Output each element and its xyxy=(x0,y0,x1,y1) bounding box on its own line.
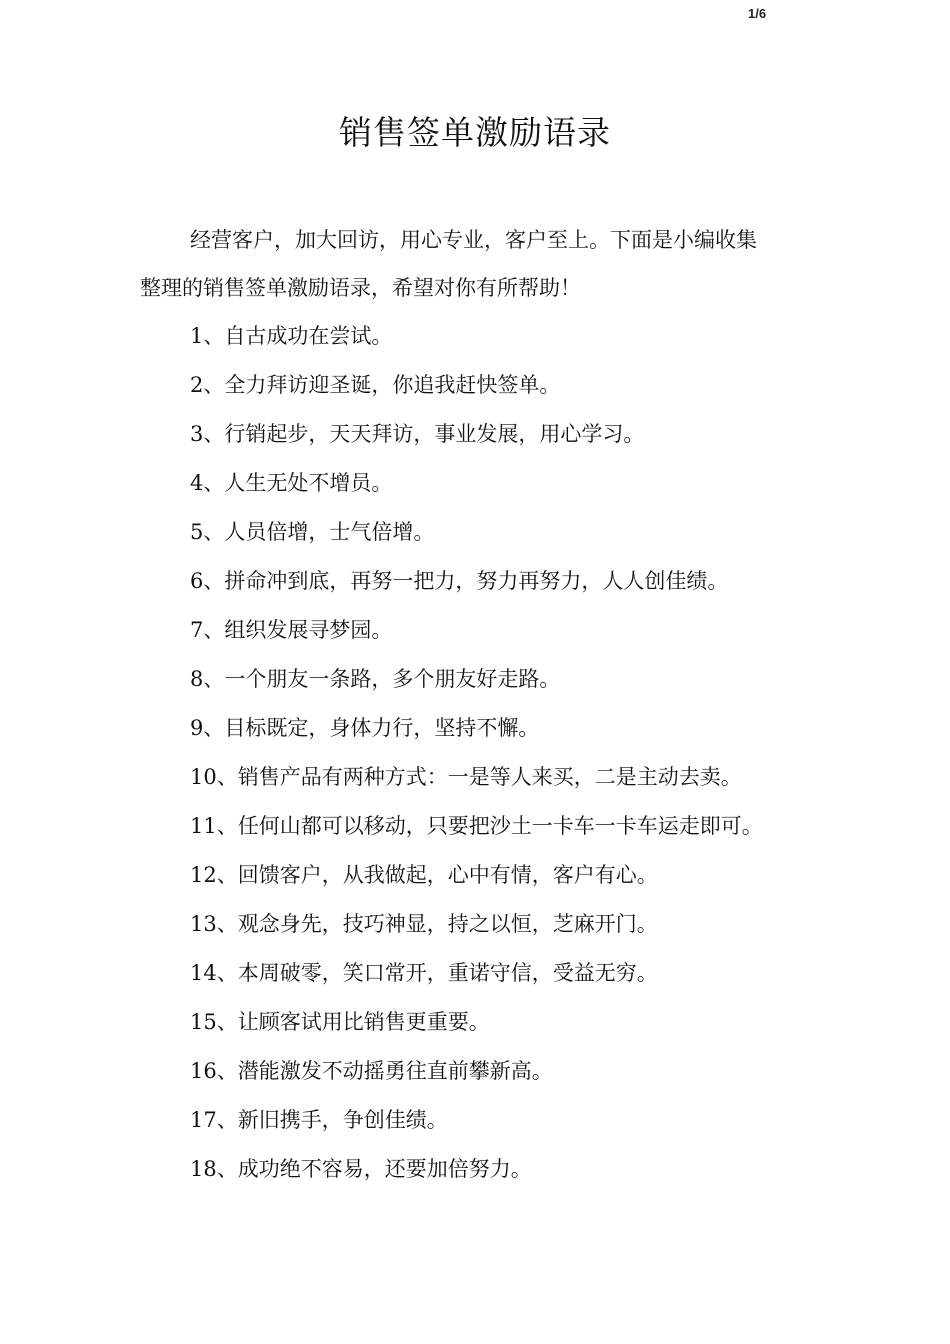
quote-item: 6、拼命冲到底，再努一把力，努力再努力，人人创佳绩。 xyxy=(190,569,729,593)
quote-item: 3、行销起步，天天拜访，事业发展，用心学习。 xyxy=(190,422,645,446)
quote-item: 2、全力拜访迎圣诞，你追我赶快签单。 xyxy=(190,373,561,397)
quote-item: 11、任何山都可以移动，只要把沙土一卡车一卡车运走即可。 xyxy=(190,814,763,838)
quote-item: 13、观念身先，技巧神显，持之以恒，芝麻开门。 xyxy=(190,912,658,936)
quote-item: 17、新旧携手，争创佳绩。 xyxy=(190,1108,448,1132)
quote-item: 9、目标既定，身体力行，坚持不懈。 xyxy=(190,716,540,740)
quote-list xyxy=(190,312,763,1194)
intro-line-2: 整理的销售签单激励语录，希望对你有所帮助！ xyxy=(140,276,581,300)
quote-item: 8、一个朋友一条路，多个朋友好走路。 xyxy=(190,667,561,691)
quote-item: 14、本周破零，笑口常开，重诺守信，受益无穷。 xyxy=(190,961,658,985)
quote-item: 5、人员倍增，士气倍增。 xyxy=(190,520,435,544)
quote-item: 16、潜能激发不动摇勇往直前攀新高。 xyxy=(190,1059,553,1083)
intro-line-1: 经营客户，加大回访，用心专业，客户至上。下面是小编收集 xyxy=(190,228,757,252)
quote-item: 18、成功绝不容易，还要加倍努力。 xyxy=(190,1157,532,1181)
quote-item: 7、组织发展寻梦园。 xyxy=(190,618,393,642)
quote-item: 15、让顾客试用比销售更重要。 xyxy=(190,1010,490,1034)
quote-item: 10、销售产品有两种方式：一是等人来买，二是主动去卖。 xyxy=(190,765,742,789)
page-number: 1/6 xyxy=(748,6,767,21)
quote-item: 12、回馈客户，从我做起，心中有情，客户有心。 xyxy=(190,863,658,887)
quote-item: 4、人生无处不增员。 xyxy=(190,471,393,495)
document-title: 销售签单激励语录 xyxy=(339,113,611,152)
intro-paragraph xyxy=(140,216,820,312)
quote-item: 1、自古成功在尝试。 xyxy=(190,324,393,348)
